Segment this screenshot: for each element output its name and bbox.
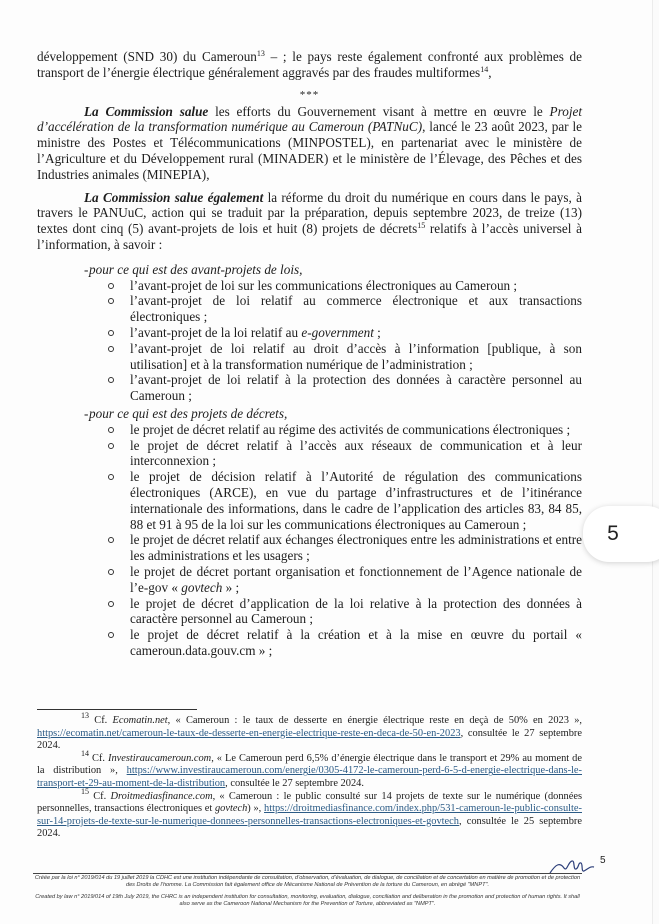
footnote-number: 15	[81, 786, 89, 796]
list-item-text: le projet de décret relatif au régime des activités de communications électroniques ;	[130, 421, 571, 437]
avant-projets-list	[37, 278, 582, 404]
list-item-text: l’avant-projet de loi sur les communications électroniques au Cameroun ;	[130, 277, 518, 293]
paragraph-text: les efforts du Gouvernement visant à mettre en œuvre le	[208, 103, 550, 119]
circle-bullet-icon	[108, 632, 114, 638]
footnotes	[37, 711, 582, 841]
list-item-text: l’avant-projet de loi relatif au commerce électronique et aux transactions électroniques ;	[130, 293, 582, 325]
paragraph-lead: La Commission salue également	[84, 189, 264, 205]
footnote-source: Ecomatin.net	[112, 715, 168, 726]
list-group-avant-projets	[37, 262, 582, 278]
footnote-13	[37, 711, 582, 753]
footnote-source: Droitmediasfinance.com	[110, 790, 213, 802]
circle-bullet-icon	[108, 569, 114, 575]
list-item-text: l’avant-projet de loi relatif au droit d’accès à l’information [publique, à son utilisation] et à la transformation numérique de l’administration ;	[130, 340, 582, 372]
list-item-text: le projet de décret portant organisation et fonctionnement de l’Agence nationale de l’e-gov «	[130, 563, 582, 595]
footnote-link[interactable]: https://www.investiraucameroun.com/energie/0305-4172-le-cameroun-perd-6-5-d-energie-electrique-dans-le-transport-et-29-au-moment-de-la-distribution	[37, 765, 582, 789]
projets-decrets-list	[37, 422, 582, 659]
list-item	[37, 293, 582, 325]
list-item-text: le projet de décision relatif à l’Autorité de régulation des communications électroniques (ARCE), en vue du partage d’infrastructures et de l’itinérance internationale des informations, dans le cadre de l’application des articles 83, 84 85, 88 et 91 à 95 de la loi sur les communications électroniques au Cameroun ;	[130, 469, 582, 532]
intro-text-end: ,	[488, 64, 492, 80]
intro-text-cont: – ; le pays reste également confronté aux problèmes de transport de l’énergie électrique généralement aggravés par des fraudes multiformes	[37, 49, 582, 80]
circle-bullet-icon	[108, 427, 114, 433]
list-item	[37, 372, 582, 404]
list-item	[37, 627, 582, 659]
list-item-text: » ;	[222, 579, 240, 595]
list-item	[37, 469, 582, 532]
section-separator: ***	[299, 88, 320, 101]
circle-bullet-icon	[108, 443, 114, 449]
list-item-italic: e-government	[301, 324, 374, 340]
page-footer	[33, 875, 582, 909]
list-item	[37, 325, 582, 341]
footnote-link[interactable]: https://droitmediasfinance.com/index.php/531-cameroun-le-public-consulte-sur-14-projets-de-texte-sur-le-numerique-donnees-personnelles-transactions-electroniques-et-govtech	[37, 803, 582, 827]
circle-bullet-icon	[108, 377, 114, 383]
footnote-ref-14[interactable]: 14	[480, 64, 489, 74]
list-item	[37, 341, 582, 373]
dash-bullet: -	[84, 261, 89, 277]
list-item	[37, 596, 582, 628]
footnote-ref-13[interactable]: 13	[256, 49, 265, 58]
footer-english: Created by law n° 2019/014 of 19th July 2019, the CHRC is an independent institution for consultation, monitoring, evaluation, dialogue, conciliation and deliberation in the promotion and protection of human rights. It shall also serve as the Cameroon National Mechanism for the Prevention of Torture, abbreviated as "NMPT".	[35, 893, 580, 908]
footnote-14	[37, 748, 582, 791]
list-item	[37, 532, 582, 564]
paragraph-text: la réforme du droit du numérique en cours dans le pays, à travers le PANUuC, action qui se traduit par la préparation, depuis septembre 2023, de treize (13) textes dont cinq (5) avant-projets de lois et huit (8) projets de décrets	[37, 189, 582, 237]
footnote-number: 13	[81, 711, 89, 720]
footnote-title: , « Cameroun : le taux de desserte en énergie électrique reste en deçà de 50% en 2023 »,	[167, 715, 582, 726]
project-name: Projet d’accélération de la transformation numérique au Cameroun (PATNuC)	[37, 103, 583, 135]
footnote-title: , « Le Cameroun perd 6,5% d’énergie électrique dans le transport et 29% au moment de la distribution »,	[37, 752, 582, 777]
list-item-text: ;	[373, 324, 381, 340]
circle-bullet-icon	[108, 330, 114, 336]
footnote-consulted: , consultée le 25 septembre 2024.	[37, 815, 582, 840]
footer-page-number: 5	[600, 855, 606, 866]
footnote-cf: Cf.	[89, 790, 111, 802]
list-item	[37, 422, 582, 438]
footnote-cf: Cf.	[89, 752, 108, 764]
intro-paragraph	[37, 49, 582, 81]
list-group-heading: pour ce qui est des avant-projets de lois,	[89, 261, 303, 277]
list-item-text: le projet de décret d’application de la loi relative à la protection des données à caractère personnel au Cameroun ;	[130, 595, 582, 627]
list-item-text: le projet de décret relatif aux échanges électroniques entre les administrations et entre les administrations et les usagers ;	[130, 532, 582, 564]
footer-divider	[33, 873, 582, 874]
footnote-ref-15[interactable]: 15	[417, 221, 426, 231]
list-item	[37, 438, 582, 470]
list-item-text: l’avant-projet de loi relatif à la protection des données à caractère personnel au Cameroun ;	[130, 372, 582, 404]
dash-bullet: -	[84, 405, 89, 421]
footnote-consulted: , consultée le 27 septembre 2024.	[225, 777, 364, 789]
list-item-text: le projet de décret relatif à la création et à la mise en œuvre du portail « cameroun.data.gouv.cm » ;	[130, 627, 582, 658]
circle-bullet-icon	[108, 474, 114, 480]
list-group-projets-decrets	[37, 406, 582, 422]
circle-bullet-icon	[108, 346, 114, 352]
list-group-heading: pour ce qui est des projets de décrets,	[89, 405, 288, 421]
footnote-number: 14	[81, 748, 89, 758]
page-indicator-badge[interactable]	[583, 506, 659, 562]
paragraph-commission-salue	[37, 104, 582, 183]
circle-bullet-icon	[108, 537, 114, 543]
footnote-consulted: , consultée le 27 septembre 2024.	[37, 727, 582, 752]
footnote-cf: Cf.	[89, 715, 113, 726]
footnote-source: Investiraucameroun.com	[107, 752, 212, 764]
footnote-link[interactable]: https://ecomatin.net/cameroun-le-taux-de-desserte-en-energie-electrique-reste-en-deca-de-50-en-2023	[37, 727, 461, 739]
list-item	[37, 564, 582, 596]
list-item-text: l’avant-projet de la loi relatif au	[130, 324, 302, 340]
footnote-divider	[37, 709, 197, 710]
paragraph-lead: La Commission salue	[84, 103, 209, 119]
paragraph-commission-salue-egalement	[37, 190, 582, 253]
footnote-title-italic: govtech	[214, 803, 248, 815]
list-item-text: le projet de décret relatif à l’accès aux réseaux de communication et à leur interconnexion ;	[130, 437, 582, 469]
paragraph-text: , lancé le 23 août 2023, par le ministre des Postes et Télécommunications (MINPOSTEL), en partenariat avec le ministère de l’Agriculture et du Développement rural (MINADER) et le ministère de l’Élevage, des Pêches et des Industries animales (MINEPIA),	[37, 119, 582, 182]
footnote-15	[37, 786, 582, 841]
intro-text: développement (SND 30) du Cameroun	[37, 49, 257, 64]
footnote-title: ) »,	[247, 803, 265, 815]
footnote-title: , « Cameroun : le public consulté sur 14 projets de texte sur le numérique (données personnelles, transactions électroniques et	[37, 790, 582, 815]
list-item	[37, 278, 582, 294]
list-item-italic: govtech	[181, 579, 223, 595]
page-indicator-number: 5	[607, 522, 619, 545]
page-body	[37, 49, 582, 659]
circle-bullet-icon	[108, 283, 114, 289]
footer-french: Créée par la loi n° 2019/014 du 19 juillet 2019 la CDHC est une institution indépendante de consultation, d’observation, d’évaluation, de dialogue, de conciliation et de concertation en matière de promotion et de protection des Droits de l’homme. La Commission fait également office de Mécanisme National de Prévention de la torture du Cameroun, en abrégé "MNPT".	[34, 875, 581, 889]
circle-bullet-icon	[108, 601, 114, 607]
circle-bullet-icon	[108, 298, 114, 304]
paragraph-text: relatifs à l’accès universel à l’information, à savoir :	[37, 221, 582, 252]
